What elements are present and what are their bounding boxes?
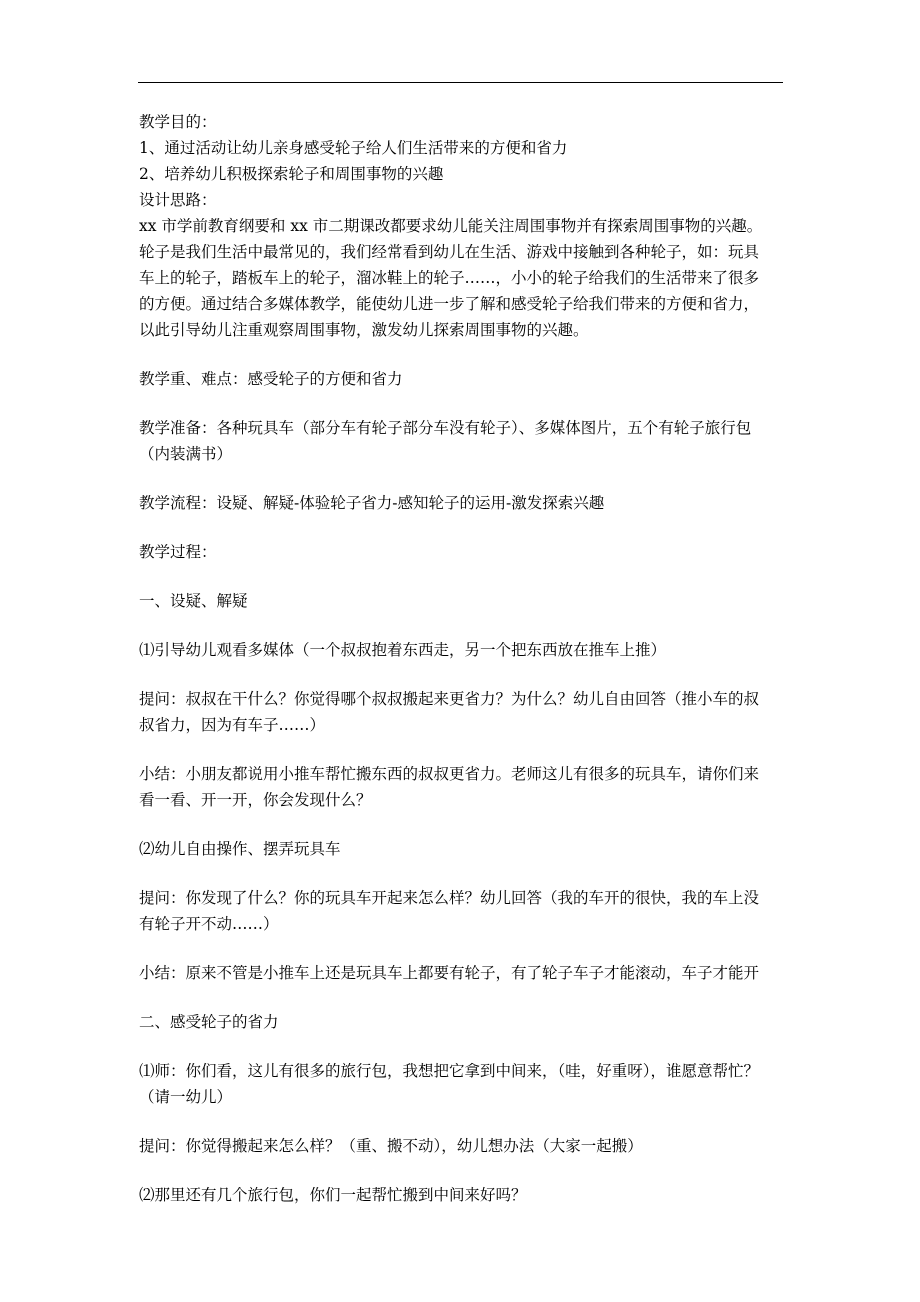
design-line: 以此引导幼儿注重观察周围事物，激发幼儿探索周围事物的兴趣。	[139, 321, 589, 339]
section1-question2-line: 有轮子开不动……）	[139, 915, 279, 933]
section1-question1-block	[139, 686, 789, 738]
design-line: 轮子是我们生活中最常见的，我们经常看到幼儿在生活、游戏中接触到各种轮子，如：玩具	[139, 243, 760, 261]
preparation-block	[139, 415, 789, 467]
objectives-block	[139, 109, 789, 187]
section1-step1: ⑴引导幼儿观看多媒体（一个叔叔抱着东西走，另一个把东西放在推车上推）	[139, 641, 667, 659]
section1-step2-block	[139, 836, 789, 862]
section1-title-block	[139, 588, 789, 614]
section1-step2: ⑵幼儿自由操作、摆弄玩具车	[139, 840, 341, 858]
section2-step2: ⑵那里还有几个旅行包，你们一起帮忙搬到中间来好吗？	[139, 1186, 527, 1204]
section2-step1-line: ⑴师：你们看，这儿有很多的旅行包，我想把它拿到中间来，（哇，好重呀），谁愿意帮忙？	[139, 1062, 760, 1080]
section1-summary1-line: 小结：小朋友都说用小推车帮忙搬东西的叔叔更省力。老师这儿有很多的玩具车，请你们来	[139, 765, 760, 783]
document-body	[139, 109, 789, 1208]
section2-title: 二、感受轮子的省力	[139, 1013, 279, 1031]
section1-question1-line: 提问：叔叔在干什么？你觉得哪个叔叔搬起来更省力？为什么？幼儿自由回答（推小车的叔	[139, 690, 760, 708]
section2-title-block	[139, 1009, 789, 1035]
section1-summary2-block	[139, 960, 789, 986]
design-line: xx 市学前教育纲要和 xx 市二期课改都要求幼儿能关注周围事物并有探索周围事物的兴趣。	[139, 217, 763, 235]
design-title: 设计思路：	[139, 191, 217, 209]
flow-block	[139, 490, 789, 516]
section1-summary1-block	[139, 761, 789, 813]
section2-step2-block	[139, 1182, 789, 1208]
header-rule	[138, 82, 783, 83]
section1-summary1-line: 看一看、开一开，你会发现什么？	[139, 791, 372, 809]
section1-question2-line: 提问：你发现了什么？你的玩具车开起来怎么样？幼儿回答（我的车开的很快，我的车上没	[139, 889, 760, 907]
key-points-block	[139, 366, 789, 392]
process-title-block	[139, 539, 789, 565]
objective-item: 2、培养幼儿积极探索轮子和周围事物的兴趣	[139, 165, 444, 183]
design-block	[139, 187, 789, 343]
section1-question1-line: 叔省力，因为有车子……）	[139, 716, 326, 734]
key-points: 教学重、难点：感受轮子的方便和省力	[139, 370, 403, 388]
section2-step1-line: （请一幼儿）	[139, 1088, 233, 1106]
teaching-flow: 教学流程：设疑、解疑-体验轮子省力-感知轮子的运用-激发探索兴趣	[139, 494, 605, 512]
section1-title: 一、设疑、解疑	[139, 592, 248, 610]
section2-question1: 提问：你觉得搬起来怎么样？（重、搬不动），幼儿想办法（大家一起搬）	[139, 1137, 643, 1155]
preparation-line: 教学准备：各种玩具车（部分车有轮子部分车没有轮子）、多媒体图片，五个有轮子旅行包	[139, 419, 752, 437]
objective-item: 1、通过活动让幼儿亲身感受轮子给人们生活带来的方便和省力	[139, 139, 568, 157]
process-title: 教学过程：	[139, 543, 217, 561]
section2-step1-block	[139, 1058, 789, 1110]
objectives-title: 教学目的：	[139, 113, 217, 131]
section1-step1-block	[139, 637, 789, 663]
section1-question2-block	[139, 885, 789, 937]
section1-summary2: 小结：原来不管是小推车上还是玩具车上都要有轮子，有了轮子车子才能滚动，车子才能开	[139, 964, 760, 982]
preparation-line: （内装满书）	[139, 445, 233, 463]
design-line: 的方便。通过结合多媒体教学，能使幼儿进一步了解和感受轮子给我们带来的方便和省力，	[139, 295, 760, 313]
design-line: 车上的轮子，踏板车上的轮子，溜冰鞋上的轮子……，小小的轮子给我们的生活带来了很多	[139, 269, 760, 287]
section2-question1-block	[139, 1133, 789, 1159]
